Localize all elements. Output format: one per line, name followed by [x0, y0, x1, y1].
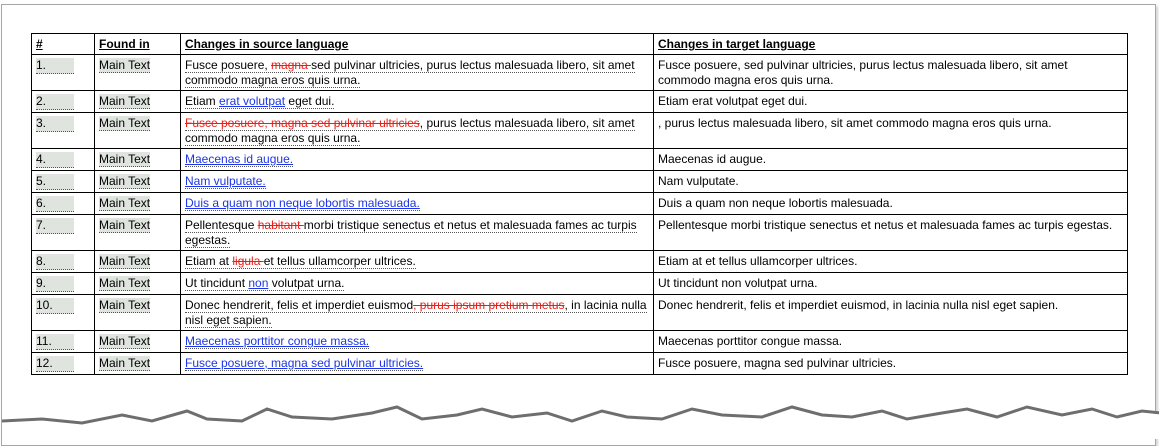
- row-number-cell: [32, 353, 95, 375]
- found-in-link[interactable]: Main Text: [99, 116, 151, 130]
- found-in-link[interactable]: Main Text: [99, 94, 151, 108]
- found-in-cell: [95, 273, 181, 295]
- deleted-text: Fusce posuere, magna sed pulvinar ultricies: [185, 116, 420, 130]
- row-number-cell: [32, 215, 95, 251]
- table-row: [32, 149, 1128, 171]
- found-in-cell: [95, 295, 181, 331]
- deleted-text: ligula: [232, 254, 264, 268]
- source-change-cell: [181, 353, 654, 375]
- row-number: 7.: [36, 218, 74, 234]
- source-change-text[interactable]: [185, 58, 635, 88]
- unchanged-text: , in lacinia nulla nisl eget sapien.: [185, 298, 647, 327]
- found-in-cell: [95, 91, 181, 113]
- target-change-cell: Fusce posuere, sed pulvinar ultricies, purus lectus malesuada libero, sit amet commodo magna eros quis urna.: [654, 55, 1128, 91]
- found-in-link[interactable]: Main Text: [99, 196, 151, 210]
- row-number-cell: [32, 113, 95, 149]
- header-target-changes: [654, 34, 1128, 55]
- found-in-link[interactable]: Main Text: [99, 276, 151, 290]
- header-source-changes: [181, 34, 654, 55]
- row-number: 9.: [36, 276, 74, 292]
- inserted-text: Maecenas porttitor congue massa.: [185, 334, 370, 348]
- table-row: [32, 353, 1128, 375]
- source-change-text[interactable]: [185, 116, 635, 146]
- row-number: 11.: [36, 334, 74, 350]
- found-in-cell: [95, 215, 181, 251]
- row-number-cell: [32, 295, 95, 331]
- found-in-cell: [95, 171, 181, 193]
- found-in-cell: [95, 113, 181, 149]
- table-row: [32, 193, 1128, 215]
- unchanged-text: Etiam at: [185, 254, 233, 268]
- changes-table: [31, 33, 1128, 375]
- inserted-text: Maecenas id augue.: [185, 152, 294, 166]
- inserted-text: Duis a quam non neque lobortis malesuada.: [185, 196, 420, 210]
- source-change-text[interactable]: [185, 298, 647, 328]
- unchanged-text: Pellentesque: [185, 218, 258, 232]
- deleted-text: , purus ipsum pretium metus: [413, 298, 565, 312]
- row-number-cell: [32, 193, 95, 215]
- row-number: 12.: [36, 356, 74, 372]
- row-number: 8.: [36, 254, 74, 270]
- unchanged-text: Ut tincidunt: [185, 276, 249, 290]
- target-change-cell: Nam vulputate.: [654, 171, 1128, 193]
- unchanged-text: Donec hendrerit, felis et imperdiet euismod: [185, 298, 414, 312]
- target-change-cell: Maecenas id augue.: [654, 149, 1128, 171]
- deleted-text: habitant: [257, 218, 304, 232]
- table-row: [32, 113, 1128, 149]
- source-change-cell: [181, 171, 654, 193]
- target-change-cell: Fusce posuere, magna sed pulvinar ultricies.: [654, 353, 1128, 375]
- target-change-cell: Donec hendrerit, felis et imperdiet euismod, in lacinia nulla nisl eget sapien.: [654, 295, 1128, 331]
- found-in-link[interactable]: Main Text: [99, 58, 151, 72]
- source-change-cell: [181, 295, 654, 331]
- source-change-text[interactable]: [185, 334, 369, 349]
- source-change-cell: [181, 331, 654, 353]
- target-change-cell: Duis a quam non neque lobortis malesuada.: [654, 193, 1128, 215]
- header-target-label: Changes in target language: [658, 37, 816, 51]
- inserted-text: Nam vulputate.: [185, 174, 266, 188]
- table-row: [32, 55, 1128, 91]
- found-in-cell: [95, 331, 181, 353]
- unchanged-text: et tellus ullamcorper ultrices.: [263, 254, 416, 268]
- row-number-cell: [32, 251, 95, 273]
- source-change-text[interactable]: [185, 196, 420, 211]
- found-in-cell: [95, 353, 181, 375]
- target-change-cell: Pellentesque morbi tristique senectus et netus et malesuada fames ac turpis egestas.: [654, 215, 1128, 251]
- deleted-text: magna: [271, 58, 312, 72]
- row-number: 4.: [36, 152, 74, 168]
- found-in-link[interactable]: Main Text: [99, 218, 151, 232]
- unchanged-text: volutpat urna.: [268, 276, 345, 290]
- found-in-link[interactable]: Main Text: [99, 152, 151, 166]
- row-number-cell: [32, 149, 95, 171]
- found-in-link[interactable]: Main Text: [99, 334, 151, 348]
- table-row: [32, 295, 1128, 331]
- table-body: [32, 55, 1128, 375]
- found-in-link[interactable]: Main Text: [99, 298, 151, 312]
- found-in-link[interactable]: Main Text: [99, 254, 151, 268]
- row-number: 1.: [36, 58, 74, 74]
- target-change-cell: , purus lectus malesuada libero, sit amet commodo magna eros quis urna.: [654, 113, 1128, 149]
- table-row: [32, 331, 1128, 353]
- source-change-cell: [181, 273, 654, 295]
- table-row: [32, 251, 1128, 273]
- found-in-link[interactable]: Main Text: [99, 356, 151, 370]
- source-change-text[interactable]: [185, 276, 344, 291]
- row-number: 5.: [36, 174, 74, 190]
- source-change-text[interactable]: [185, 174, 266, 189]
- source-change-cell: [181, 55, 654, 91]
- unchanged-text: morbi tristique senectus et netus et malesuada fames ac turpis egestas.: [185, 218, 637, 247]
- inserted-text: Fusce posuere, magna sed pulvinar ultricies.: [185, 356, 424, 370]
- found-in-cell: [95, 149, 181, 171]
- source-change-cell: [181, 149, 654, 171]
- row-number: 10.: [36, 298, 74, 314]
- source-change-cell: [181, 91, 654, 113]
- row-number-cell: [32, 273, 95, 295]
- inserted-text: non: [248, 276, 269, 290]
- target-change-cell: Ut tincidunt non volutpat urna.: [654, 273, 1128, 295]
- source-change-text[interactable]: [185, 218, 637, 248]
- inserted-text: erat volutpat: [219, 94, 286, 108]
- header-found-in: [95, 34, 181, 55]
- unchanged-text: eget dui.: [285, 94, 335, 108]
- table-row: [32, 91, 1128, 113]
- found-in-link[interactable]: Main Text: [99, 174, 151, 188]
- source-change-text[interactable]: [185, 152, 293, 167]
- row-number: 3.: [36, 116, 74, 132]
- source-change-cell: [181, 215, 654, 251]
- table-row: [32, 171, 1128, 193]
- row-number: 6.: [36, 196, 74, 212]
- found-in-cell: [95, 55, 181, 91]
- table-row: [32, 273, 1128, 295]
- row-number-cell: [32, 91, 95, 113]
- header-found-in-label: Found in: [99, 37, 150, 51]
- torn-page-edge: [2, 397, 1159, 439]
- found-in-cell: [95, 251, 181, 273]
- source-change-text[interactable]: [185, 254, 416, 269]
- row-number: 2.: [36, 94, 74, 110]
- header-number: [32, 34, 95, 55]
- source-change-cell: [181, 251, 654, 273]
- header-number-label: #: [36, 37, 43, 51]
- source-change-cell: [181, 193, 654, 215]
- document-page: [1, 4, 1156, 446]
- unchanged-text: , purus lectus malesuada libero, sit amet commodo magna eros quis urna.: [185, 116, 635, 145]
- source-change-text[interactable]: [185, 94, 334, 109]
- header-row: [32, 34, 1128, 55]
- found-in-cell: [95, 193, 181, 215]
- source-change-text[interactable]: [185, 356, 423, 371]
- header-source-label: Changes in source language: [185, 37, 349, 51]
- target-change-cell: Etiam at et tellus ullamcorper ultrices.: [654, 251, 1128, 273]
- target-change-cell: Maecenas porttitor congue massa.: [654, 331, 1128, 353]
- row-number-cell: [32, 331, 95, 353]
- row-number-cell: [32, 171, 95, 193]
- table-row: [32, 215, 1128, 251]
- row-number-cell: [32, 55, 95, 91]
- unchanged-text: sed pulvinar ultricies, purus lectus malesuada libero, sit amet commodo magna eros quis urna.: [185, 58, 635, 87]
- target-change-cell: Etiam erat volutpat eget dui.: [654, 91, 1128, 113]
- unchanged-text: Etiam: [185, 94, 220, 108]
- source-change-cell: [181, 113, 654, 149]
- unchanged-text: Fusce posuere,: [185, 58, 272, 72]
